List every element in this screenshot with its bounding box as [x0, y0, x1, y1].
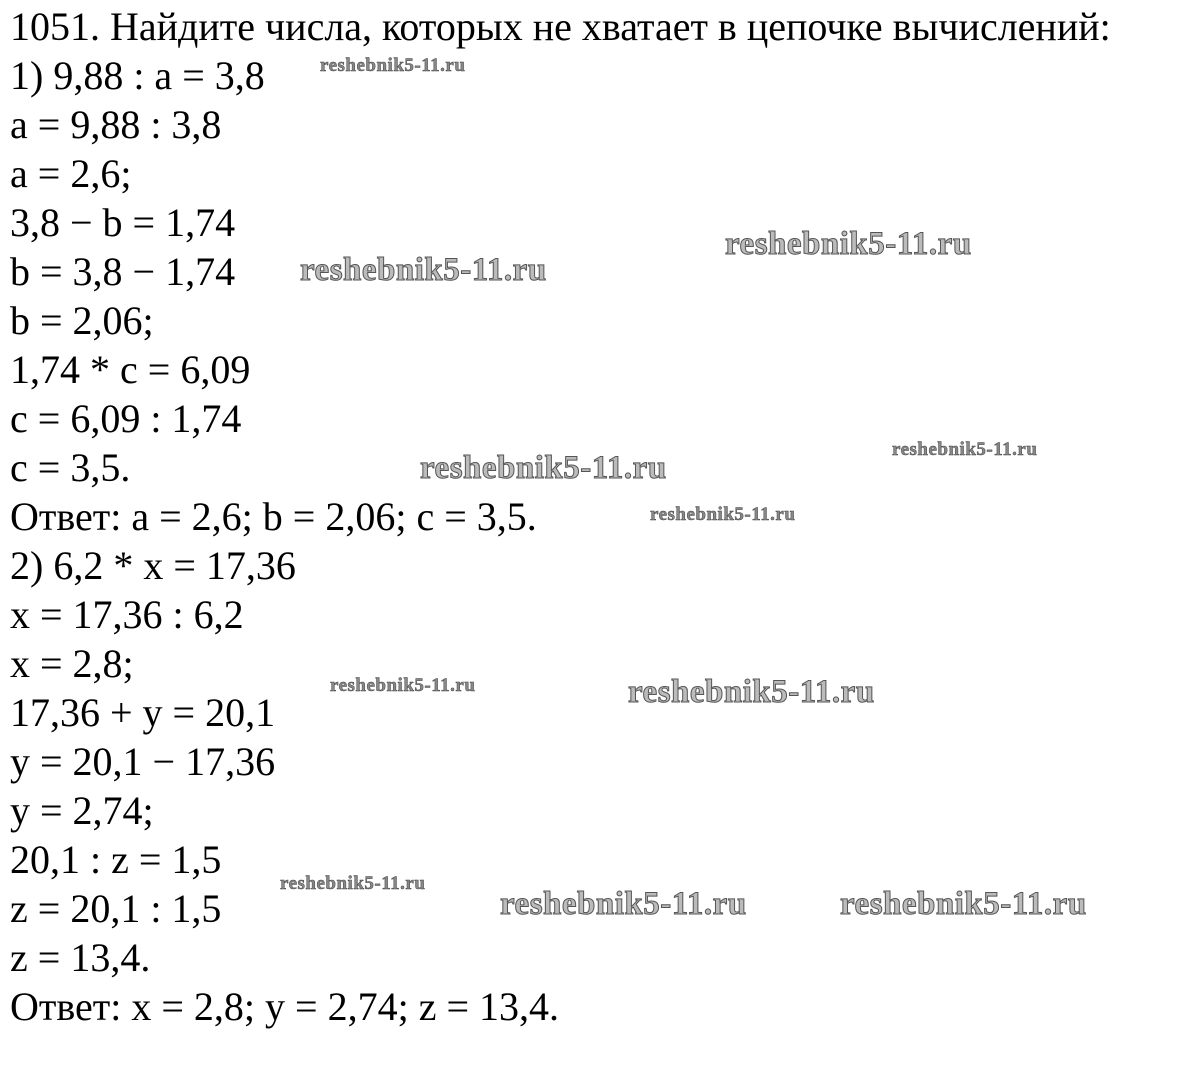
equation-line: 1,74 * c = 6,09: [10, 347, 251, 392]
watermark: reshebnik5-11.ru: [628, 674, 875, 710]
watermark: reshebnik5-11.ru: [320, 55, 466, 76]
equation-line: 20,1 : z = 1,5: [10, 837, 222, 882]
solution-text: [10, 2, 1111, 1031]
watermark: reshebnik5-11.ru: [650, 504, 796, 525]
equation-line: a = 2,6;: [10, 151, 132, 196]
answer-line: Ответ: x = 2,8; y = 2,74; z = 13,4.: [10, 984, 560, 1029]
equation-line: 2) 6,2 * x = 17,36: [10, 543, 296, 588]
equation-line: x = 2,8;: [10, 641, 134, 686]
watermark: reshebnik5-11.ru: [840, 886, 1087, 922]
watermark: reshebnik5-11.ru: [330, 675, 476, 696]
watermark: reshebnik5-11.ru: [280, 873, 426, 894]
equation-line: a = 9,88 : 3,8: [10, 102, 222, 147]
watermark: reshebnik5-11.ru: [725, 226, 972, 262]
equation-line: x = 17,36 : 6,2: [10, 592, 244, 637]
problem-title: 1051. Найдите числа, которых не хватает в цепочке вычислений:: [10, 4, 1111, 49]
watermark: reshebnik5-11.ru: [300, 252, 547, 288]
equation-line: c = 3,5.: [10, 445, 131, 490]
equation-line: z = 20,1 : 1,5: [10, 886, 222, 931]
equation-line: b = 3,8 − 1,74: [10, 249, 236, 294]
equation-line: 1) 9,88 : a = 3,8: [10, 53, 265, 98]
equation-line: 3,8 − b = 1,74: [10, 200, 236, 245]
equation-line: z = 13,4.: [10, 935, 151, 980]
equation-line: 17,36 + y = 20,1: [10, 690, 276, 735]
equation-line: y = 2,74;: [10, 788, 154, 833]
watermark: reshebnik5-11.ru: [892, 439, 1038, 460]
answer-line: Ответ: a = 2,6; b = 2,06; c = 3,5.: [10, 494, 537, 539]
watermark: reshebnik5-11.ru: [500, 886, 747, 922]
watermark: reshebnik5-11.ru: [420, 450, 667, 486]
equation-line: c = 6,09 : 1,74: [10, 396, 242, 441]
equation-line: b = 2,06;: [10, 298, 154, 343]
equation-line: y = 20,1 − 17,36: [10, 739, 276, 784]
